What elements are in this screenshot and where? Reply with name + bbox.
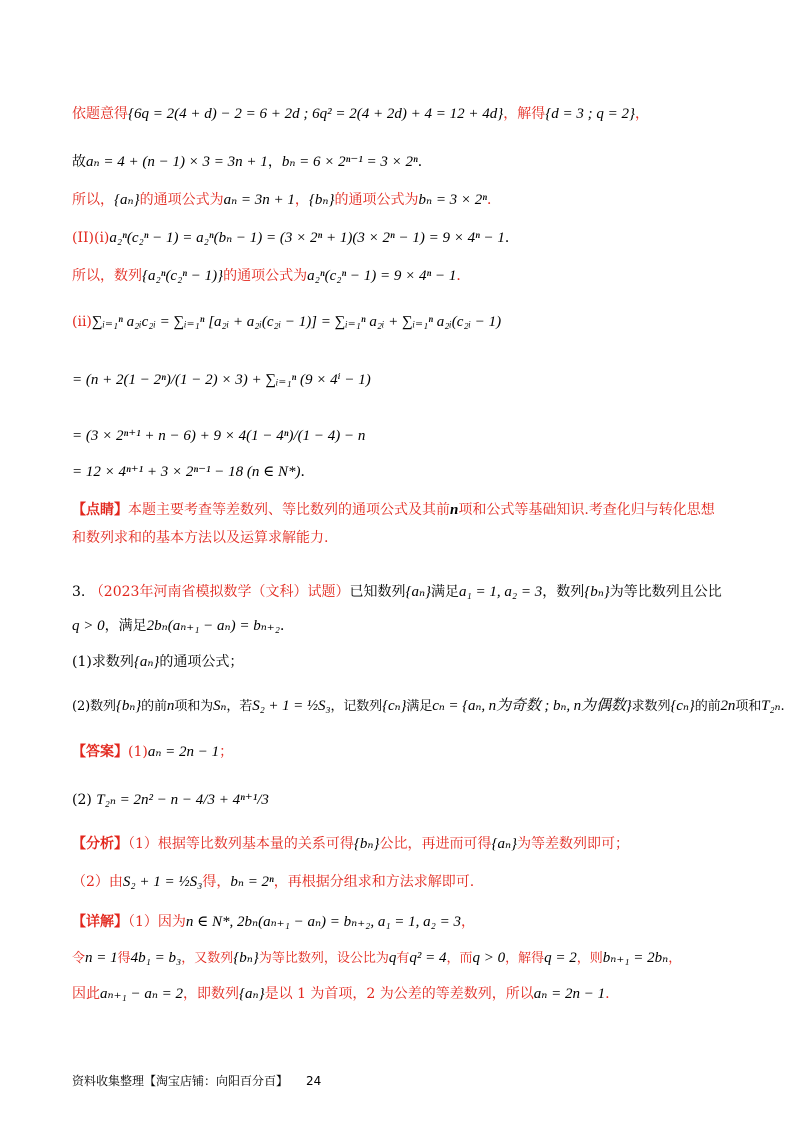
page-number: 24 (306, 1074, 322, 1088)
formula: {cₙ} (670, 698, 695, 714)
formula: {a₂ⁿ(c₂ⁿ − 1)} (142, 268, 224, 284)
line-21 (72, 948, 681, 969)
text: 得， (202, 874, 231, 890)
formula: = 12 × 4ⁿ⁺¹ + 3 × 2ⁿ⁻¹ − 18 (n ∈ N*) (72, 464, 301, 480)
text: 故 (72, 154, 86, 170)
line-15 (72, 696, 785, 717)
formula: aₙ = 2n − 1 (147, 744, 220, 760)
text: ． (456, 268, 471, 284)
line-7 (72, 370, 371, 390)
formula: {aₙ} (491, 836, 518, 852)
formula: aₙ = 3n + 1 (223, 192, 295, 208)
line-1 (72, 104, 649, 124)
text: 令 (72, 951, 86, 966)
text: 项和为 (174, 699, 214, 714)
text: ， (294, 192, 309, 208)
formula: n ∈ N*, 2bₙ(aₙ₊₁ − aₙ) = bₙ₊₂, a₁ = 1, a₂ = 3 (185, 914, 462, 930)
line-22 (72, 984, 610, 1004)
formula: n (450, 502, 459, 518)
text: 因此 (72, 986, 100, 1002)
text: 求数列 (631, 699, 671, 714)
line-18 (72, 834, 629, 854)
text: (1)求数列 (72, 654, 134, 670)
text: 得 (117, 951, 131, 966)
tag-label: 【详解】 (72, 914, 128, 930)
line-5 (72, 266, 470, 286)
tag-label: 【点睛】 (72, 502, 128, 518)
formula: = (3 × 2ⁿ⁺¹ + n − 6) + 9 × 4(1 − 4ⁿ)/(1 − 4) − n (72, 428, 366, 444)
system-equation: {6q = 2(4 + d) − 2 = 6 + 2d ; 6q² = 2(4 + 2d) + 4 = 12 + 4d} (128, 106, 504, 122)
formula: {bₙ} (308, 192, 335, 208)
text: 项和 (735, 699, 762, 714)
text: ， (461, 914, 476, 930)
system-solution: {d = 3 ; q = 2} (545, 106, 635, 122)
text: ． (487, 192, 502, 208)
tag-label: 【答案】 (72, 744, 128, 760)
line-10 (72, 500, 715, 520)
formula: {bₙ} (353, 836, 380, 852)
text: 项和公式等基础知识.考查化归与转化思想 (458, 502, 715, 518)
text: ，即数列 (183, 986, 240, 1002)
text: （2）由 (72, 874, 123, 890)
formula: 4b₁ = b₃ (130, 950, 182, 966)
question-number: 3. (72, 584, 86, 600)
formula: bₙ = 3 × 2ⁿ (418, 192, 488, 208)
line-2 (72, 152, 432, 172)
formula: ∑ᵢ₌₁ⁿ a₂ᵢc₂ᵢ = ∑ᵢ₌₁ⁿ [a₂ᵢ + a₂ᵢ(c₂ᵢ − 1)] = ∑ᵢ₌₁ⁿ a₂ᵢ + ∑ᵢ₌₁ⁿ a₂ᵢ(c₂ᵢ − 1) (91, 314, 502, 330)
text: . (605, 986, 610, 1002)
formula: aₙ₊₁ − aₙ = 2 (100, 986, 184, 1002)
line-20 (72, 912, 475, 932)
text: ，满足 (104, 618, 147, 634)
formula: q (388, 950, 397, 966)
text: （1）因为 (128, 914, 186, 930)
text: 为等差数列即可； (517, 836, 630, 852)
tag-label: 【分析】 (72, 836, 128, 852)
text: 已知数列 (349, 584, 406, 600)
formula: {bₙ} (233, 950, 259, 966)
line-13 (72, 616, 294, 636)
text: ． (417, 154, 432, 170)
text: (1) (128, 744, 148, 760)
formula: q > 0 (472, 950, 506, 966)
text: 和数列求和的基本方法以及运算求解能力. (72, 530, 329, 546)
text: ，又数列 (181, 951, 234, 966)
formula: {aₙ} (239, 986, 265, 1002)
text: 有 (396, 951, 410, 966)
text: ，数列 (542, 584, 585, 600)
text: 公比，再进而可得 (379, 836, 492, 852)
formula: bₙ₊₁ = 2bₙ (602, 950, 669, 966)
page-footer (72, 1072, 321, 1090)
text: 是以 1 为首项，2 为公差的等差数列，所以 (264, 986, 534, 1002)
formula: a₂ⁿ(c₂ⁿ − 1) = 9 × 4ⁿ − 1 (307, 268, 457, 284)
formula: a₂ⁿ(c₂ⁿ − 1) = a₂ⁿ(bₙ − 1) = (3 × 2ⁿ + 1)(3 × 2ⁿ − 1) = 9 × 4ⁿ − 1 (109, 230, 505, 246)
text: 为等比数列，设公比为 (258, 951, 389, 966)
line-19 (72, 872, 474, 892)
formula: n = 1 (85, 950, 118, 966)
text: 所以，数列 (72, 268, 142, 284)
text: 的通项公式为 (334, 192, 419, 208)
line-17 (72, 790, 269, 810)
text: 满足 (406, 699, 433, 714)
text: (ii) (72, 314, 92, 330)
formula: 2n (720, 698, 736, 714)
formula: {bₙ} (584, 584, 610, 600)
text: ． (300, 464, 315, 480)
line-9 (72, 462, 315, 482)
text: ，解得 (505, 951, 545, 966)
source: （2023年河南省模拟数学（文科）试题） (89, 584, 350, 600)
line-14 (72, 652, 243, 672)
formula: bₙ = 2ⁿ (230, 874, 274, 890)
text: ，解得 (503, 106, 546, 122)
formula: q² = 4 (409, 950, 447, 966)
text: 依题意得 (72, 106, 128, 122)
formula: aₙ = 2n − 1 (533, 986, 606, 1002)
text: ，则 (576, 951, 603, 966)
formula: q = 2 (544, 950, 577, 966)
formula: {bₙ} (115, 698, 142, 714)
line-11 (72, 528, 328, 548)
formula: a₁ = 1, a₂ = 3 (459, 584, 543, 600)
formula: 2bₙ(aₙ₊₁ − aₙ) = bₙ₊₂ (146, 618, 280, 634)
formula: {aₙ} (114, 192, 140, 208)
line-6 (72, 312, 501, 332)
formula: aₙ = 4 + (n − 1) × 3 = 3n + 1 (86, 154, 268, 170)
formula: Sₙ (213, 698, 227, 714)
text: ，若 (226, 699, 253, 714)
text: (2)数列 (72, 699, 116, 714)
text: 的通项公式； (159, 654, 244, 670)
text: (2) (72, 792, 92, 808)
formula: S₂ + 1 = ½S₃ (122, 874, 203, 890)
text: 的前 (141, 699, 167, 714)
text: ， (634, 106, 649, 122)
text: 所以， (72, 192, 114, 208)
text: ； (219, 744, 234, 760)
text: 为等比数列且公比 (609, 584, 722, 600)
formula: T₂ₙ (761, 698, 781, 714)
formula: n (166, 698, 175, 714)
text: 的通项公式为 (223, 268, 308, 284)
text: . (780, 699, 785, 714)
text: ， (267, 154, 282, 170)
line-12 (72, 582, 722, 602)
text: ，而 (446, 951, 473, 966)
formula: = (n + 2(1 − 2ⁿ)/(1 − 2) × 3) + ∑ᵢ₌₁ⁿ (9 × 4ⁱ − 1) (72, 372, 371, 388)
text: ． (279, 618, 294, 634)
line-16 (72, 742, 233, 762)
text: 的通项公式为 (139, 192, 224, 208)
formula: {aₙ} (133, 654, 160, 670)
text: ， (668, 951, 682, 966)
formula: bₙ = 6 × 2ⁿ⁻¹ = 3 × 2ⁿ (281, 154, 418, 170)
line-8 (72, 426, 365, 446)
text: (II)(i) (72, 230, 110, 246)
formula: q > 0 (72, 618, 105, 634)
line-3 (72, 190, 501, 210)
text: ，记数列 (330, 699, 383, 714)
text: ，再根据分组求和方法求解即可. (273, 874, 475, 890)
text: （1）根据等比数列基本量的关系可得 (128, 836, 354, 852)
footer-text: 资料收集整理【淘宝店铺：向阳百分百】 (72, 1074, 289, 1088)
text: ． (504, 230, 519, 246)
text: 的前 (694, 699, 721, 714)
text: 本题主要考查等差数列、等比数列的通项公式及其前 (128, 502, 450, 518)
text: 满足 (431, 584, 460, 600)
formula: cₙ = {aₙ, n为奇数 ; bₙ, n为偶数} (432, 698, 632, 714)
formula: T₂ₙ = 2n² − n − 4/3 + 4ⁿ⁺¹/3 (96, 792, 269, 808)
line-4 (72, 228, 519, 248)
formula: S₂ + 1 = ½S₃ (252, 698, 331, 714)
formula: {cₙ} (382, 698, 407, 714)
formula: {aₙ} (405, 584, 432, 600)
